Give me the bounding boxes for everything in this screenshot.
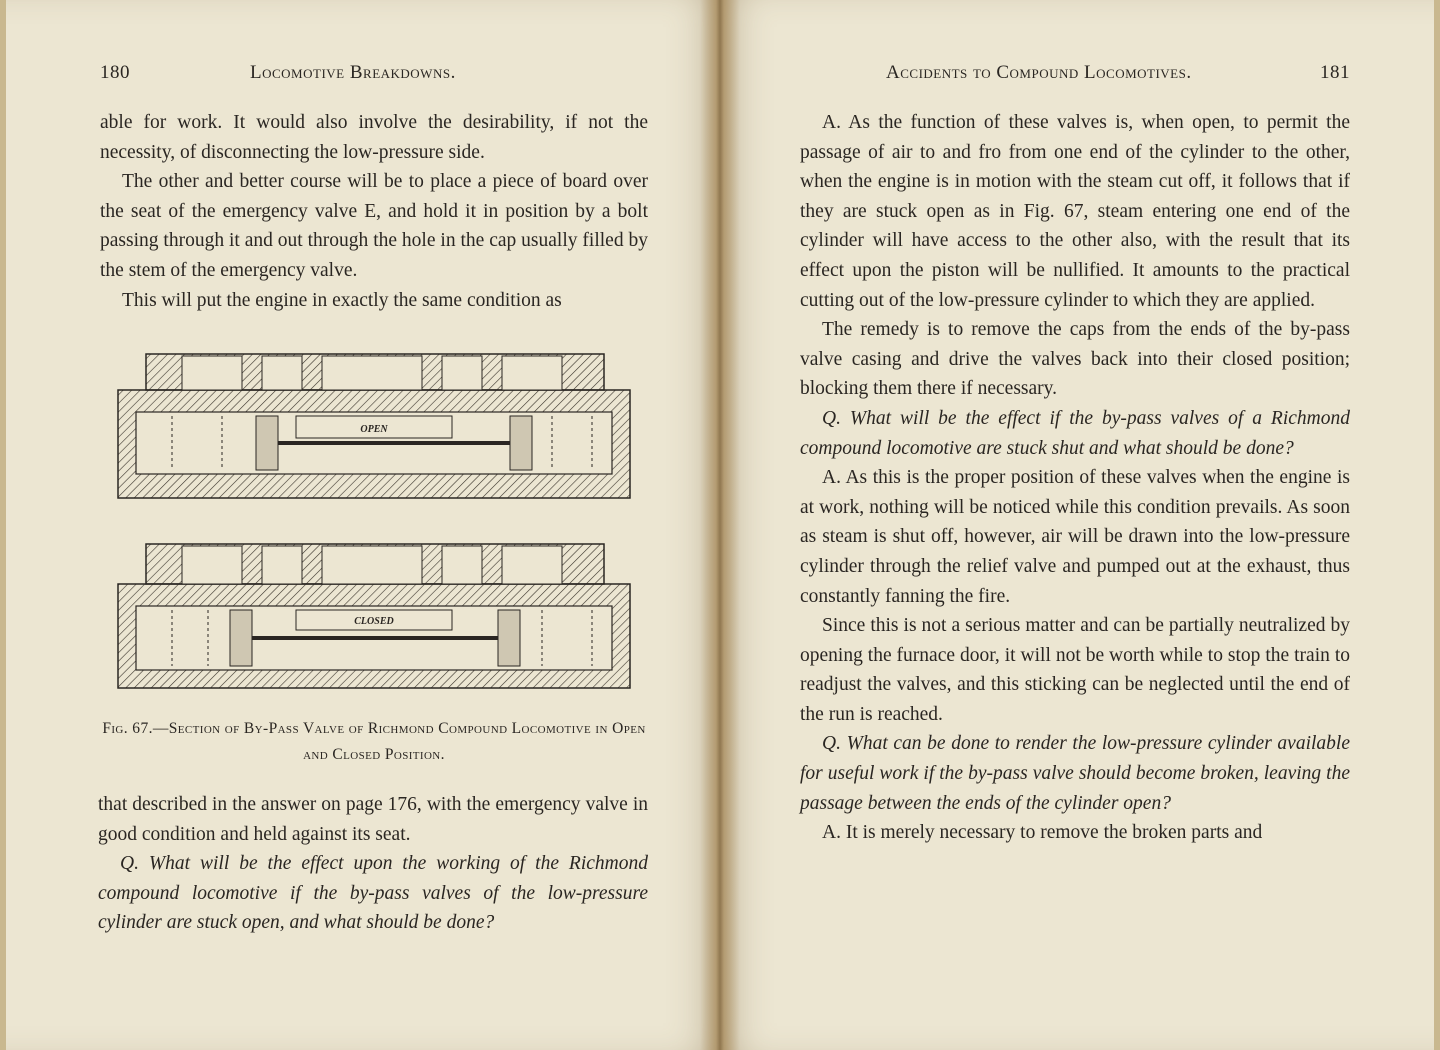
right-running-head: Accidents to Compound Locomotives. <box>886 62 1192 83</box>
book-gutter <box>700 0 740 1050</box>
left-running-head: Locomotive Breakdowns. <box>250 62 456 83</box>
left-text-bottom <box>98 790 648 938</box>
left-page-number: 180 <box>100 62 130 83</box>
paragraph: able for work. It would also involve the desirability, if not the necessity, of disconnecting the low-pressure side. <box>100 112 648 163</box>
paragraph: that described in the answer on page 176, with the emergency valve in good condition and held against its seat. <box>98 794 648 845</box>
paragraph: The remedy is to remove the caps from the ends of the by-pass valve casing and drive the valves back into their closed position; blocking them there if necessary. <box>800 319 1350 400</box>
left-text-top <box>100 108 648 315</box>
paragraph: A. It is merely necessary to remove the broken parts and <box>822 822 1263 844</box>
paragraph: A. As this is the proper position of these valves when the engine is at work, nothing will be noticed while this condition prevails. As soon as steam is shut off, however, air will be drawn into the low-pressure cylinder through the relief valve and pumped out at the exhaust, thus constantly fanning the fire. <box>800 467 1350 607</box>
question-paragraph: Q. What will be the effect if the by-pass valves of a Richmond compound locomotive are stuck shut and what should be done? <box>800 407 1350 459</box>
figure-valve-open <box>112 350 636 502</box>
question-paragraph: Q. What can be done to render the low-pressure cylinder available for useful work if the by-pass valve should become broken, leaving the passage between the ends of the cylinder open? <box>800 733 1350 814</box>
figure-caption: Fig. 67.—Section of By-Pass Valve of Richmond Compound Locomotive in Open and Closed Position. <box>102 720 646 763</box>
paragraph: The other and better course will be to place a piece of board over the seat of the emergency valve E, and hold it in position by a bolt passing through it and out through the hole in the cap usually filled by the stem of the emergency valve. <box>100 171 648 281</box>
right-page-number: 181 <box>1320 62 1350 83</box>
figure-label-closed: CLOSED <box>354 616 394 627</box>
right-text <box>800 108 1350 848</box>
right-page <box>720 0 1440 1050</box>
question-paragraph: Q. What will be the effect upon the working of the Richmond compound locomotive if the by-pass valves of the low-pressure cylinder are stuck open, and what should be done? <box>98 853 648 934</box>
paragraph: Since this is not a serious matter and can be partially neutralized by opening the furnace door, it will not be worth while to stop the train to readjust the valves, and this sticking can be neglected until the end of the run is reached. <box>800 615 1350 725</box>
figure-label-open: OPEN <box>360 424 388 435</box>
paragraph: A. As the function of these valves is, when open, to permit the passage of air to and fro from one end of the cylinder to the other, when the engine is in motion with the steam cut off, it follows that if they are stuck open as in Fig. 67, steam entering one end of the cylinder will have access to the other also, with the result that its effect upon the piston will be nullified. It amounts to the practical cutting out of the low-pressure cylinder to which they are applied. <box>800 112 1350 311</box>
paragraph: This will put the engine in exactly the same condition as <box>122 289 562 311</box>
figure-valve-closed <box>112 540 636 692</box>
